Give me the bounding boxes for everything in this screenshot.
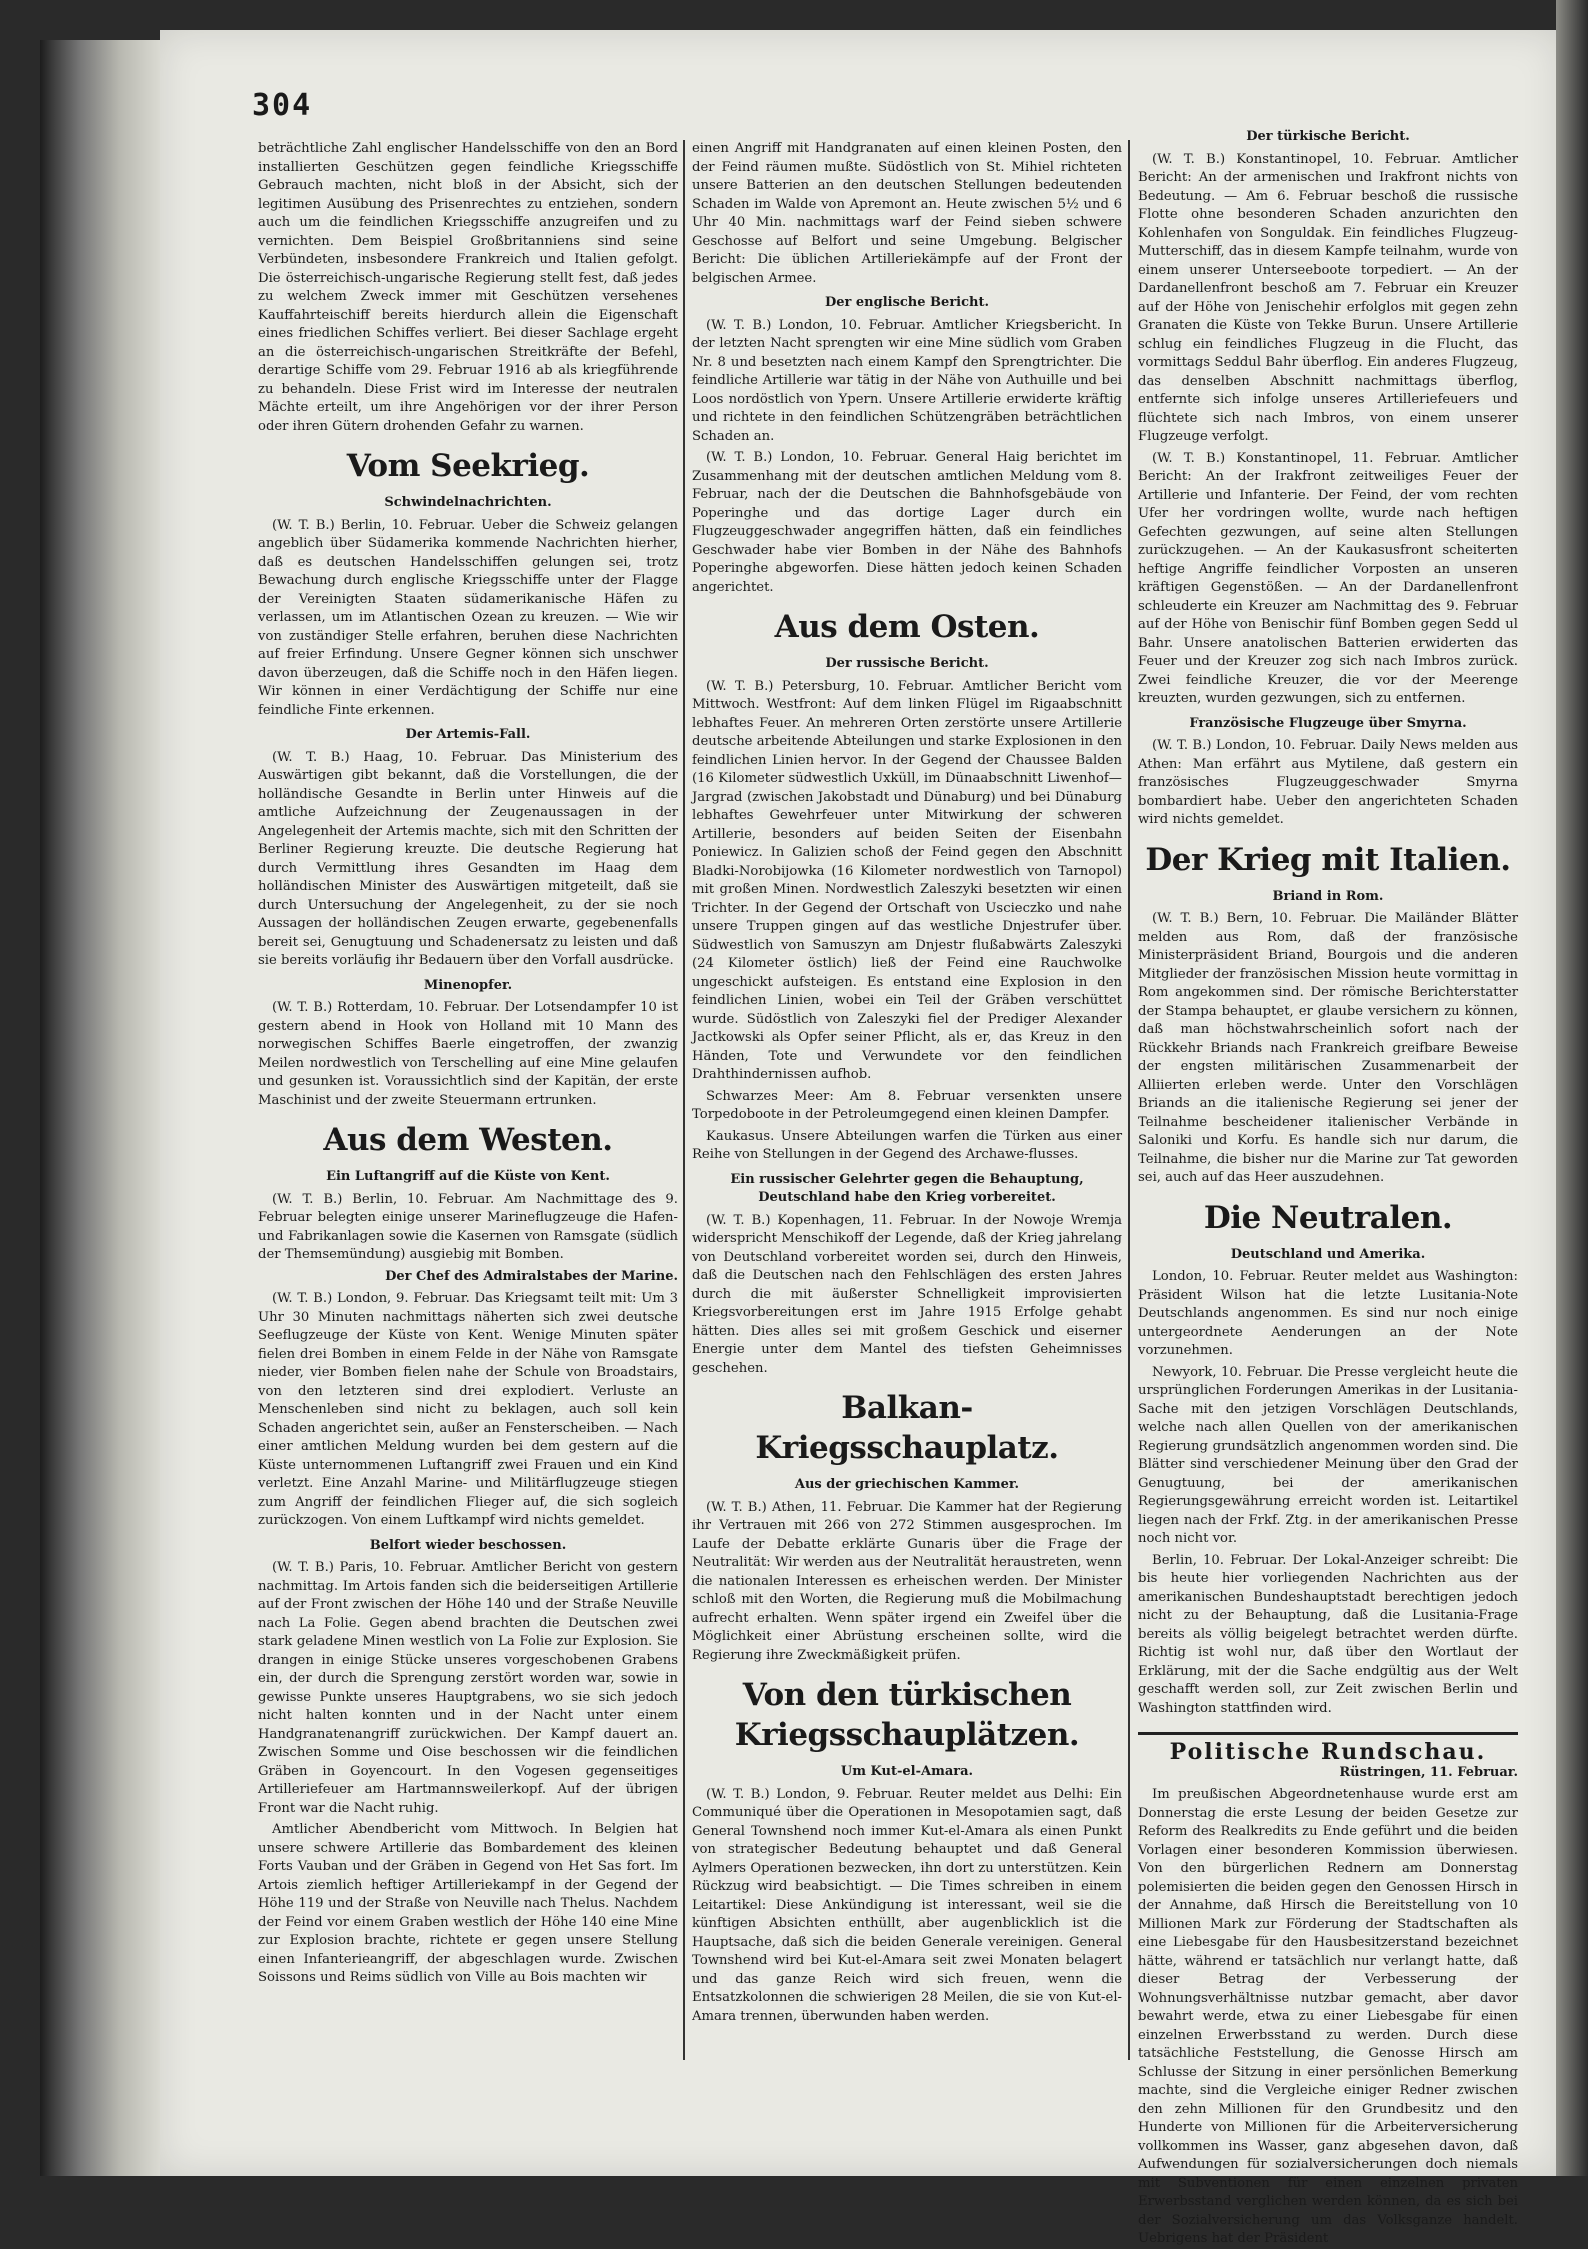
article-paragraph: (W. T. B.) Berlin, 10. Februar. Ueber die Schweiz gelangen angeblich über Südamerika kommende Nachrichten hierher, daß es deutschen Handelsschiffen gelungen sei, trotz Bewachung durch englische Kriegsschiffe unter der Flagge der Vereinigten Staaten südamerikanische Häfen zu verlassen, um im Atlantischen Ozean zu kreuzen. — Wie wir von zuständiger Stelle erfahren, beruhen diese Nachrichten auf freier Erfindung. Unsere Gegner können sich unschwer davon überzeugen, daß die Schiffe noch in den Häfen liegen. Wir können in einer Verdächtigung der Schiffe nur eine feindliche Finte erkennen. <box>258 517 678 718</box>
subheading: Ein Luftangriff auf die Küste von Kent. <box>326 1169 610 1184</box>
article-paragraph: (W. T. B.) Konstantinopel, 11. Februar. Amtlicher Bericht: An der Irakfront zeitweiliges Feuer der Artillerie und Infanterie. Der Feind, der vom rechten Ufer her vordringen wollte, wurde nach heftigen Gefechten gezwungen, auf seine alten Stellungen zurückzugehen. — An der Kaukasusfront scheiterten heftige Angriffe feindlicher Vorposten an unseren kräftigen Gegenstößen. — An der Dardanellenfront schleuderte ein Kreuzer am Nachmittag des 9. Februar auf der Höhe von Benischir fünf Bomben gegen Sedd ul Bahr. Unsere anatolischen Batterien erwiderten das Feuer und der Kreuzer zog sich nach Imbros zurück. Zwei feindliche Kreuzer, die vor der Meerenge kreuzten, wurden gezwungen, sich zu entfernen. <box>1138 450 1518 706</box>
subheading: Ein russischer Gelehrter gegen die Behauptung, Deutschland habe den Krieg vorbereitet. <box>730 1171 1084 1205</box>
section-heading: Aus dem Osten. <box>774 609 1040 645</box>
subheading: Schwindelnachrichten. <box>384 495 552 510</box>
article-paragraph: (W. T. B.) Bern, 10. Februar. Die Mailänder Blätter melden aus Rom, daß der französische Ministerpräsident Briand, Bourgois und die anderen Mitglieder der französischen Mission heute vormittag in Rom angekommen sind. Der römische Berichterstatter der Stampa behauptet, er glaube versichern zu können, daß man höchstwahrscheinlich sofort nach der Rückkehr Briands nach Frankreich greifbare Beweise der engsten militärischen Zusammenarbeit der Alliierten erleben werde. Unter den Vorschlägen Briands an die italienische Regierung sei jener der Teilnahme bescheidener italienischer Verbände in Saloniki und Korfu. Es handle sich nur darum, die Teilnahme, die bisher nur die Marine zur Tat geworden sei, auch auf das Heer auszudehnen. <box>1138 911 1518 1185</box>
signature: Der Chef des Admiralstabes der Marine. <box>385 1268 678 1284</box>
article-paragraph: (W. T. B.) London, 10. Februar. Amtlicher Kriegsbericht. In der letzten Nacht sprengten wir eine Mine südlich vom Graben Nr. 8 und besetzten nach einem Kampf den Sprengtrichter. Die feindliche Artillerie war tätig in der Nähe von Authuille und bei Loos nordöstlich von Ypern. Unsere Artillerie erwiderte kräftig und richtete in den feindlichen Schützengräben beträchtlichen Schaden an. <box>692 317 1122 444</box>
section-heading: Vom Seekrieg. <box>346 448 590 484</box>
subheading: Briand in Rom. <box>1272 888 1384 904</box>
page-edge-shadow <box>1556 0 1588 2176</box>
article-paragraph: (W. T. B.) Berlin, 10. Februar. Am Nachmittage des 9. Februar belegten einige unserer Marineflugzeuge die Hafen- und Fabrikanlagen sowie die Kasernen von Ramsgate (südlich der Themsemündung) ausgiebig mit Bomben. <box>258 1191 678 1262</box>
article-paragraph: (W. T. B.) Athen, 11. Februar. Die Kammer hat der Regierung ihr Vertrauen mit 266 von 272 Stimmen ausgesprochen. Im Laufe der Debatte erklärte Gunaris über die Frage der Neutralität: Wir werden aus der Neutralität heraustreten, wenn die nationalen Interessen es erheischen werden. Der Minister schloß mit den Worten, die Regierung muß die Mobilmachung aufrecht erhalten. Wenn später irgend ein Zweifel über die Möglichkeit einer Abrüstung erscheinen sollte, wird die Regierung ihre Zweckmäßigkeit prüfen. <box>692 1499 1122 1663</box>
article-paragraph: Schwarzes Meer: Am 8. Februar versenkten unsere Torpedoboote in der Petroleumgegend einen kleinen Dampfer. <box>692 1088 1122 1122</box>
subheading: Minenopfer. <box>423 977 513 993</box>
article-paragraph: London, 10. Februar. Reuter meldet aus Washington: Präsident Wilson hat die letzte Lusitania-Note Deutschlands angenommen. Es sind nur noch einige untergeordnete Aenderungen an der Note vorzunehmen. <box>1138 1269 1518 1358</box>
article-paragraph: Newyork, 10. Februar. Die Presse vergleicht heute die ursprünglichen Forderungen Amerikas in der Lusitania-Sache mit den jetzigen Vorschlägen Deutschlands, welche nach allen Quellen von der amerikanischen Regierung grundsätzlich angenommen worden sind. Die Blätter sind verschiedener Meinung über den Grad der Genugtuung, bei der amerikanischen Regierungsgewährung erreicht worden ist. Leitartikel liegen nach der Frkf. Ztg. in der amerikanischen Presse noch nicht vor. <box>1138 1364 1518 1546</box>
article-paragraph: (W. T. B.) London, 10. Februar. General Haig berichtet im Zusammenhang mit der deutschen amtlichen Meldung vom 8. Februar, nach der die Deutschen die Bahnhofsgebäude von Poperinghe und das dortige Lager durch ein Flugzeuggeschwader angegriffen hätten, daß ein feindliches Geschwader habe vier Bomben in der Nähe des Bahnhofs Poperinghe abgeworfen. Diese hätten jedoch keinen Schaden angerichtet. <box>692 450 1122 595</box>
column-3 <box>1138 122 1518 2246</box>
section-heading: Von den türkischen Kriegsschauplätzen. <box>734 1677 1080 1753</box>
subheading: Der türkische Bericht. <box>1246 129 1410 144</box>
article-paragraph: (W. T. B.) London, 9. Februar. Reuter meldet aus Delhi: Ein Communiqué über die Operationen in Mesopotamien sagt, daß General Townshend noch immer Kut-el-Amara als einen Punkt von strategischer Bedeutung behauptet und daß General Aylmers Operationen bezwecken, ihn dort zu unterstützen. Kein Rückzug wird beabsichtigt. — Die Times schreiben in einem Leitartikel: Diese Ankündigung ist interessant, weil sie die künftigen Absichten enthüllt, aber augenblicklich ist die Hauptsache, daß sich die beiden Generale vereinigen. General Townshend wird bei Kut-el-Amara seit zwei Monaten belagert und das ganze Reich wird sich freuen, wenn die Entsatzkolonnen die schwierigen 28 Meilen, die sie von Kut-el-Amara trennen, überwunden haben werden. <box>692 1786 1122 2024</box>
column-2 <box>692 140 1122 2060</box>
subheading: Französische Flugzeuge über Smyrna. <box>1189 715 1467 731</box>
subheading: Aus der griechischen Kammer. <box>794 1477 1020 1492</box>
page-number: 304 <box>252 88 313 123</box>
article-paragraph: (W. T. B.) Kopenhagen, 11. Februar. In der Nowoje Wremja widerspricht Menschikoff der Legende, daß der Krieg jahrelang von Deutschland vorbereitet worden sei, durch den Hinweis, daß die Deutschen nach den Fehlschlägen des ersten Jahres durch die mit äußerster Schnelligkeit improvisierten Kriegsvorbereitungen erst im Jahre 1915 Erfolge gehabt hätten. Dies alles sei mit großem Geschick und eiserner Energie unter dem Mantel des tiefsten Geheimnisses geschehen. <box>692 1212 1122 1376</box>
subheading: Deutschland und Amerika. <box>1230 1246 1426 1262</box>
column-rule <box>1128 140 1130 2060</box>
column-rule <box>683 140 685 2060</box>
article-paragraph: beträchtliche Zahl englischer Handelsschiffe von den an Bord installierten Geschützen gegen feindliche Kriegsschiffe Gebrauch machten, nicht bloß in der Absicht, sich der legitimen Ausübung des Prisenrechtes zu entziehen, sondern auch um die feindlichen Kriegsschiffe anzugreifen und zu vernichten. Dem Beispiel Großbritanniens sind seine Verbündeten, insbesondere Frankreich und Italien gefolgt. Die österreichisch-ungarische Regierung stellt fest, daß jedes zu welchem Zweck immer mit Geschützen versehenes Kauffahrteischiff bereits hierdurch allein die Eigenschaft eines friedlichen Schiffes verliert. Bei dieser Sachlage ergeht an die österreichisch-ungarischen Streitkräfte der Befehl, derartige Schiffe vom 29. Februar 1916 ab als kriegführende zu behandeln. Diese Frist wird im Interesse der neutralen Mächte erteilt, um ihre Angehörigen vor der ihrer Person oder ihren Gütern drohenden Gefahr zu warnen. <box>258 141 678 434</box>
subheading: Der englische Bericht. <box>824 295 990 310</box>
article-paragraph: (W. T. B.) London, 9. Februar. Das Kriegsamt teilt mit: Um 3 Uhr 30 Minuten nachmittags näherten sich zwei deutsche Seeflugzeuge der Küste von Kent. Wenige Minuten später fielen drei Bomben in einem Felde in der Nähe von Ramsgate nieder, vier Bomben fielen nahe der Schule von Broadstairs, von den letzteren sind drei explodiert. Verluste an Menschenleben sind nicht zu beklagen, auch soll kein Schaden angerichtet sein, außer an Fensterscheiben. — Nach einer amtlichen Meldung wurden bei dem gestern auf die Küste unternommenen Luftangriff zwei Frauen und ein Kind verletzt. Eine Anzahl Marine- und Militärflugzeuge stiegen zum Angriff der feindlichen Flieger auf, die sich sogleich zurückzogen. Von einem Luftkampf wird nichts gemeldet. <box>258 1291 678 1528</box>
section-heading: Die Neutralen. <box>1203 1199 1453 1236</box>
subheading: Belfort wieder beschossen. <box>369 1537 567 1553</box>
section-heading-rundschau: Politische Rundschau. <box>1138 1732 1518 1762</box>
article-paragraph: (W. T. B.) Haag, 10. Februar. Das Ministerium des Auswärtigen gibt bekannt, daß die Vorstellungen, die der holländische Gesandte in Berlin unter Hinweis auf die amtliche Aufzeichnung der Zeugenaussagen in der Angelegenheit der Artemis machte, sich mit den Schritten der Berliner Regierung kreuzte. Die deutsche Regierung hat durch Vermittlung ihres Gesandten im Haag dem holländischen Minister des Auswärtigen mitgeteilt, daß sie durch Untersuchung der Angelegenheit, zu der sie noch Aussagen der holländischen Zeugen erwarte, gegebenenfalls bereit sei, Genugtuung und Schadenersatz zu leisten und daß sie bereits vorläufig ihr Bedauern über den Vorfall ausdrücke. <box>258 749 678 968</box>
article-paragraph: Im preußischen Abgeordnetenhause wurde erst am Donnerstag die erste Lesung der beiden Gesetze zur Reform des Realkredits zu Ende geführt und die beiden Vorlagen einer besonderen Kommission überwiesen. Von den bürgerlichen Rednern am Donnerstag polemisierten die beiden gegen den Genossen Hirsch in der Annahme, daß Hirsch die Bereitstellung von 10 Millionen Mark zur Förderung der Stadtschaften als eine Liebesgabe für den Hausbesitzerstand bezeichnet hätte, während er tatsächlich nur verlangt hatte, daß dieser Betrag der Verbesserung der Wohnungsverhältnisse nutzbar gemacht, aber davor bewahrt werde, etwa zu einer Liebesgabe für einen einzelnen Erwerbsstand zu werden. Durch diese tatsächliche Feststellung, die Genosse Hirsch am Schlusse der Sitzung in einer persönlichen Bemerkung machte, sind die Vergleiche einiger Redner zwischen den zehn Millionen für den Grundbesitz und den Hunderte von Millionen für die Arbeiterversicherung vollkommen ins Wasser, ganz abgesehen davon, daß Aufwendungen für sozialversicherungen doch niemals mit Subventionen für einen einzelnen privaten Erwerbsstand verglichen werden können, da es sich bei der Sozialversicherung um das Volksganze handelt. Uebrigens hat der Präsident <box>1138 1787 1518 2246</box>
subheading: Der russische Bericht. <box>825 656 989 671</box>
article-paragraph: Amtlicher Abendbericht vom Mittwoch. In Belgien hat unsere schwere Artillerie das Bombardement des kleinen Forts Vauban und der Gräben in Gegend von Het Sas fort. Im Artois ziemlich heftiger Artilleriekampf in der Gegend der Höhe 119 und der Straße von Neuville nach Thelus. Nachdem der Feind vor einem Graben westlich der Höhe 140 eine Mine zur Explosion brachte, richtete er gegen unsere Stellung einen Infanterieangriff, der abgeschlagen wurde. Zwischen Soissons und Reims südlich von Ville au Bois machten wir <box>258 1822 678 1985</box>
article-paragraph: (W. T. B.) London, 10. Februar. Daily News melden aus Athen: Man erfährt aus Mytilene, daß gestern ein französisches Flugzeuggeschwader Smyrna bombardiert habe. Ueber den angerichteten Schaden wird nichts gemeldet. <box>1138 738 1518 827</box>
article-paragraph: (W. T. B.) Konstantinopel, 10. Februar. Amtlicher Bericht: An der armenischen und Irakfront nichts von Bedeutung. — Am 6. Februar beschoß die russische Flotte ohne besonderen Schaden anzurichten den Kohlenhafen von Songuldak. Ein feindliches Flugzeug-Mutterschiff, das in diesem Kampfe teilnahm, wurde von einem unserer Unterseeboote torpediert. — An der Dardanellenfront beschoß am 7. Februar ein Kreuzer auf der Höhe von Jenischehir erfolglos mit gegen zehn Granaten die Küste von Tekke Burun. Unsere Artillerie schlug ein feindliches Flugzeug in die Flucht, das vormittags Seddul Bahr überflog. Ein anderes Flugzeug, das denselben Abschnitt nachmittags überflog, entfernte sich infolge unseres Artilleriefeuers und flüchtete sich nach Imbros, von einem unserer Flugzeuge verfolgt. <box>1138 151 1518 444</box>
book-binding <box>40 40 162 2176</box>
article-paragraph: Kaukasus. Unsere Abteilungen warfen die Türken aus einer Reihe von Stellungen in der Gegend des Archawe-flusses. <box>692 1128 1122 1162</box>
article-paragraph: Berlin, 10. Februar. Der Lokal-Anzeiger schreibt: Die bis heute hier vorliegenden Nachrichten aus der amerikanischen Bundeshauptstadt berechtigen jedoch nicht zu der Behauptung, daß die Lusitania-Frage bereits als völlig beigelegt betrachtet werden dürfte. Richtig ist wohl nur, daß über den Wortlaut der Erklärung, mit der die Sache endgültig aus der Welt geschafft werden soll, zur Zeit zwischen Berlin und Washington stattfinden wird. <box>1138 1552 1518 1716</box>
dateline: Rüstringen, 11. Februar. <box>1339 1764 1518 1780</box>
section-heading: Der Krieg mit Italien. <box>1145 841 1511 878</box>
subheading: Der Artemis-Fall. <box>405 727 531 742</box>
article-paragraph: (W. T. B.) Petersburg, 10. Februar. Amtlicher Bericht vom Mittwoch. Westfront: Auf dem linken Flügel im Rigaabschnitt lebhaftes Feuer. An mehreren Orten zerstörte unsere Artillerie deutsche arbeitende Abteilungen und starke Explosionen in den feindlichen Linien hervor. In der Gegend der Chaussee Balden (16 Kilometer südwestlich Uxküll, im Dünaabschnitt Liwenhof—Jargrad (zwischen Jakobstadt und Dünaburg) und bei Dünaburg lebhaftes Gewehrfeuer unter Mitwirkung der schweren Artillerie, besonders auf beiden Seiten der Eisenbahn Poniewicz. In Galizien schoß der Feind gegen den Abschnitt Bladki-Norobijowka (16 Kilometer nordwestlich von Tarnopol) mit großen Minen. Nordwestlich Zaleszyki besetzten wir einen Trichter. In der Gegend der Ortschaft von Uscieczko und nahe unsere Truppen gingen auf das westliche Dnjestrufer über. Südwestlich von Samuszyn am Dnjestr flußabwärts Zaleszyki (24 Kilometer östlich) ließ der Feind eine Rauchwolke ungeschickt aufsteigen. Es entstand eine Explosion in den feindlichen Linien, wobei ein Teil der Gräben verschüttet wurde. Südöstlich von Zaleszyki fiel der Prediger Alexander Jactkowski als Opfer seiner Pflicht, als er, das Kreuz in den Händen, Tote und Verwundete vor den feindlichen Drahthindernissen aufhob. <box>692 678 1122 1082</box>
section-heading: Aus dem Westen. <box>323 1122 613 1158</box>
column-1 <box>258 140 678 2060</box>
article-paragraph: (W. T. B.) Paris, 10. Februar. Amtlicher Bericht von gestern nachmittag. Im Artois fanden sich die beiderseitigen Artillerie auf der Front zwischen der Höhe 140 und der Straße Neuville nach La Folie. Gegen abend brachten die Deutschen zwei stark geladene Minen westlich von La Folie zur Explosion. Sie drangen in einige Stücke unseres vorgeschobenen Grabens ein, der durch die Sprengung zerstört worden war, sowie in gewisse Punkte unseres Hauptgrabens, wo sie sich jedoch nicht halten konnten und in der Nacht unter einem Handgranatenangriff zurückwichen. Der Kampf dauert an. Zwischen Somme und Oise beschossen wir die feindlichen Gräben in Goyencourt. In den Vogesen gegenseitiges Artilleriefeuer am Hartmannsweilerkopf. Auf der übrigen Front war die Nacht ruhig. <box>258 1560 678 1816</box>
article-paragraph: (W. T. B.) Rotterdam, 10. Februar. Der Lotsendampfer 10 ist gestern abend in Hook von Holland mit 10 Mann des norwegischen Schiffes Baerle eingetroffen, der zwanzig Meilen nordwestlich von Terschelling auf eine Mine gelaufen und gesunken ist. Voraussichtlich sind der Kapitän, der erste Maschinist und der zweite Steuermann ertrunken. <box>258 1000 678 1108</box>
section-heading: Balkan-Kriegsschauplatz. <box>755 1390 1059 1466</box>
article-paragraph: einen Angriff mit Handgranaten auf einen kleinen Posten, den der Feind räumen mußte. Südöstlich von St. Mihiel richteten unsere Batterien an den deutschen Stellungen bedeutenden Schaden im Walde von Apremont an. Heute zwischen 5½ und 6 Uhr 40 Min. nachmittags warf der Feind sieben schwere Geschosse auf Belfort und seine Umgebung. Belgischer Bericht: Die üblichen Artilleriekämpfe auf der Front der belgischen Armee. <box>692 141 1122 286</box>
subheading: Um Kut-el-Amara. <box>840 1764 974 1779</box>
